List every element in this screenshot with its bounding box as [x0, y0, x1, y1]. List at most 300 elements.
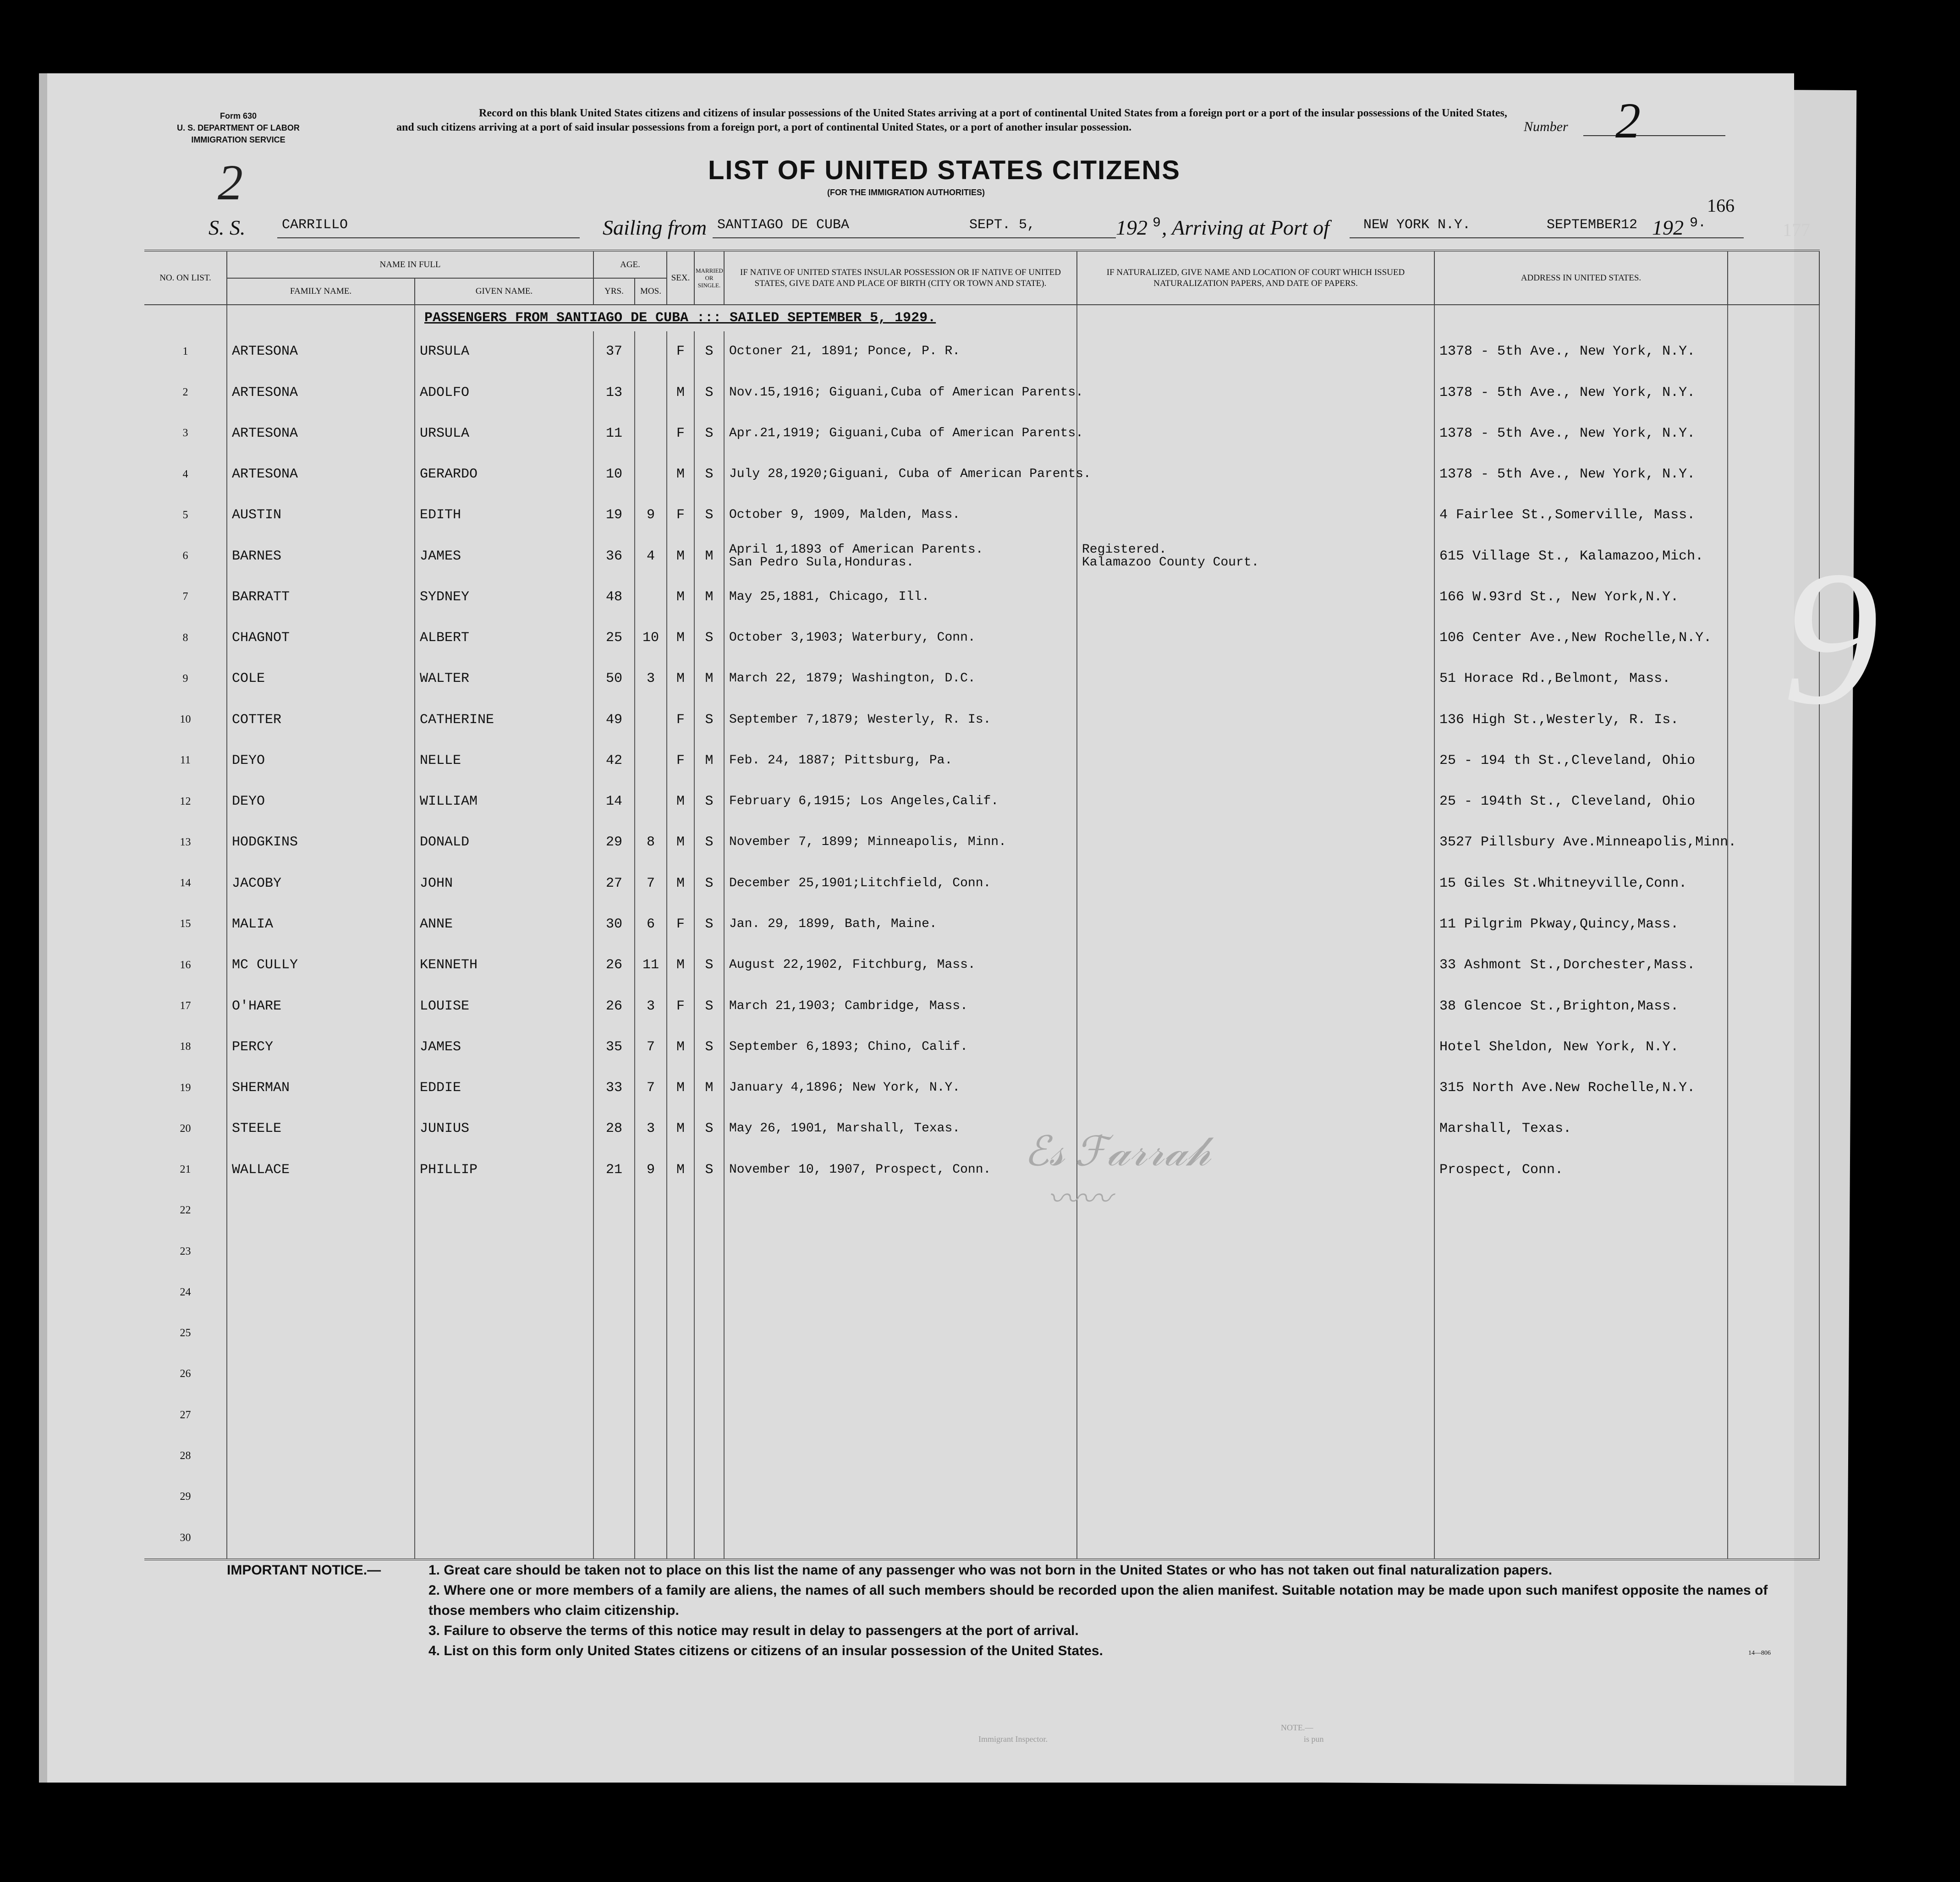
age-years-cell: 28 [593, 1108, 635, 1149]
blank-cell [1728, 781, 1819, 822]
table-row [144, 1108, 1819, 1149]
given-name-cell: WILLIAM [415, 781, 593, 822]
departure-underline [713, 237, 1116, 238]
given-name-cell: URSULA [415, 331, 593, 372]
form-code: 14—806 [1748, 1650, 1771, 1657]
arrival-year-prefix: 192 [1652, 216, 1684, 239]
naturalization-cell [1077, 454, 1434, 494]
table-row [144, 1190, 1819, 1231]
naturalization-cell [1077, 1190, 1434, 1231]
sex-cell [667, 1313, 694, 1354]
naturalization-line: Kalamazoo County Court. [1082, 555, 1259, 570]
ss-label: S. S. [209, 216, 246, 239]
family-name-cell: SHERMAN [227, 1067, 415, 1108]
section-cell-no [144, 305, 227, 331]
address-cell [1434, 1476, 1728, 1517]
blank-cell [1728, 1436, 1819, 1476]
table-row [144, 372, 1819, 413]
table-row [144, 1272, 1819, 1313]
row-number: 26 [144, 1354, 227, 1394]
row-number: 23 [144, 1231, 227, 1272]
notice-item: 4. List on this form only United States citizens or citizens of an insular possession of the United States. [428, 1643, 1103, 1658]
age-years-cell: 11 [593, 413, 635, 454]
address-cell: 15 Giles St.Whitneyville,Conn. [1434, 863, 1728, 904]
birth-info-cell: May 25,1881, Chicago, Ill. [724, 576, 1077, 617]
row-number: 10 [144, 699, 227, 740]
age-years-cell [593, 1476, 635, 1517]
naturalization-cell [1077, 740, 1434, 781]
table-row [144, 658, 1819, 699]
birth-info-cell [724, 1272, 1077, 1313]
blank-cell [1728, 1108, 1819, 1149]
blank-cell [1728, 1026, 1819, 1067]
naturalization-cell [1077, 1231, 1434, 1272]
family-name-cell: STEELE [227, 1108, 415, 1149]
age-months-cell: 7 [635, 863, 667, 904]
sex-cell: M [667, 863, 694, 904]
naturalization-cell [1077, 576, 1434, 617]
address-cell [1434, 1436, 1728, 1476]
number-label: Number [1524, 119, 1568, 134]
col-married-header: MARRIED OR SINGLE. [694, 251, 724, 305]
family-name-cell [227, 1436, 415, 1476]
family-name-cell: ARTESONA [227, 331, 415, 372]
arrival-date: SEPTEMBER12 [1547, 217, 1638, 233]
row-number: 13 [144, 822, 227, 863]
given-name-cell: ADOLFO [415, 372, 593, 413]
age-years-cell [593, 1354, 635, 1394]
age-months-cell [635, 1231, 667, 1272]
blank-cell [1728, 863, 1819, 904]
family-name-cell: O'HARE [227, 986, 415, 1026]
age-years-cell [593, 1313, 635, 1354]
blank-cell [1728, 1517, 1819, 1559]
table-row [144, 1354, 1819, 1394]
age-months-cell [635, 1436, 667, 1476]
naturalization-cell [1077, 413, 1434, 454]
address-cell: 51 Horace Rd.,Belmont, Mass. [1434, 658, 1728, 699]
naturalization-line: Registered. [1082, 542, 1167, 557]
given-name-cell: JUNIUS [415, 1108, 593, 1149]
section-row [144, 305, 1819, 331]
arrival-port: NEW YORK N.Y. [1363, 217, 1471, 233]
blank-cell [1728, 1354, 1819, 1394]
handwritten-date-scribble: 〰〰 [1047, 1182, 1111, 1217]
given-name-cell [415, 1272, 593, 1313]
given-name-cell: WALTER [415, 658, 593, 699]
page-subtitle: (FOR THE IMMIGRATION AUTHORITIES) [827, 188, 985, 197]
age-months-cell: 3 [635, 1108, 667, 1149]
marital-status-cell: S [694, 904, 724, 944]
section-cell-nat [1077, 305, 1434, 331]
family-name-cell: DEYO [227, 740, 415, 781]
age-months-cell: 3 [635, 986, 667, 1026]
table-row [144, 1067, 1819, 1108]
col-yrs-header: YRS. [593, 278, 635, 305]
naturalization-cell [1077, 945, 1434, 986]
age-months-cell: 7 [635, 1067, 667, 1108]
naturalization-cell [1077, 986, 1434, 1026]
sex-cell: M [667, 945, 694, 986]
blank-cell [1728, 1313, 1819, 1354]
birth-info-cell [724, 1476, 1077, 1517]
family-name-cell: DEYO [227, 781, 415, 822]
ship-name: CARRILLO [282, 217, 348, 233]
sex-cell: M [667, 781, 694, 822]
marital-status-cell [694, 1436, 724, 1476]
sex-cell [667, 1436, 694, 1476]
address-cell: 1378 - 5th Ave., New York, N.Y. [1434, 331, 1728, 372]
age-months-cell [635, 1272, 667, 1313]
row-number: 22 [144, 1190, 227, 1231]
birth-line: April 1,1893 of American Parents. [729, 542, 983, 557]
family-name-cell [227, 1476, 415, 1517]
marital-status-cell: S [694, 372, 724, 413]
table-row [144, 904, 1819, 944]
given-name-cell: KENNETH [415, 945, 593, 986]
service-name: IMMIGRATION SERVICE [191, 135, 285, 144]
naturalization-cell [1077, 372, 1434, 413]
family-name-cell: COTTER [227, 699, 415, 740]
address-cell: 38 Glencoe St.,Brighton,Mass. [1434, 986, 1728, 1026]
family-name-cell [227, 1354, 415, 1394]
sex-cell: F [667, 986, 694, 1026]
passenger-table [144, 250, 1820, 1560]
table-row [144, 536, 1819, 576]
col-name-header: NAME IN FULL [227, 251, 593, 278]
age-years-cell: 29 [593, 822, 635, 863]
age-years-cell: 21 [593, 1149, 635, 1190]
row-number: 1 [144, 331, 227, 372]
age-months-cell [635, 454, 667, 494]
year-prefix: 192 [1116, 216, 1147, 239]
age-years-cell: 49 [593, 699, 635, 740]
naturalization-cell [1077, 1436, 1434, 1476]
table-row [144, 617, 1819, 658]
blank-cell [1728, 1476, 1819, 1517]
naturalization-cell [1077, 617, 1434, 658]
table-row [144, 1436, 1819, 1476]
naturalization-cell [1077, 331, 1434, 372]
arriving-label: , Arriving at Port of [1162, 216, 1329, 239]
table-row [144, 454, 1819, 494]
manifest-page [39, 73, 1794, 1783]
birth-info-cell [724, 1190, 1077, 1231]
marital-status-cell: M [694, 576, 724, 617]
blank-cell [1728, 1272, 1819, 1313]
table-row [144, 1149, 1819, 1190]
handwritten-side-figure: 9 [1783, 531, 1879, 744]
sex-cell: M [667, 1067, 694, 1108]
row-number: 5 [144, 495, 227, 536]
family-name-cell: ARTESONA [227, 454, 415, 494]
birth-info-cell: May 26, 1901, Marshall, Texas. [724, 1108, 1077, 1149]
address-cell: 11 Pilgrim Pkway,Quincy,Mass. [1434, 904, 1728, 944]
marital-status-cell: M [694, 740, 724, 781]
address-cell [1434, 1313, 1728, 1354]
age-months-cell [635, 1517, 667, 1559]
sex-cell: F [667, 413, 694, 454]
family-name-cell: ARTESONA [227, 413, 415, 454]
row-number: 27 [144, 1395, 227, 1436]
address-cell [1434, 1190, 1728, 1231]
age-years-cell: 37 [593, 331, 635, 372]
given-name-cell: JAMES [415, 1026, 593, 1067]
row-number: 16 [144, 945, 227, 986]
footer-note-fragment: is pun [1304, 1734, 1324, 1744]
stamped-page-number: 166 [1707, 195, 1735, 216]
marital-status-cell: M [694, 536, 724, 576]
family-name-cell [227, 1395, 415, 1436]
given-name-cell: ALBERT [415, 617, 593, 658]
col-blank-header [1728, 251, 1819, 305]
sex-cell: M [667, 1149, 694, 1190]
section-cell-address [1434, 305, 1728, 331]
birth-info-cell: November 7, 1899; Minneapolis, Minn. [724, 822, 1077, 863]
family-name-cell: AUSTIN [227, 495, 415, 536]
row-number: 7 [144, 576, 227, 617]
sex-cell [667, 1231, 694, 1272]
blank-cell [1728, 986, 1819, 1026]
col-mos-header: MOS. [635, 278, 667, 305]
age-months-cell: 8 [635, 822, 667, 863]
birth-info-cell [724, 1436, 1077, 1476]
age-years-cell [593, 1272, 635, 1313]
address-cell: 106 Center Ave.,New Rochelle,N.Y. [1434, 617, 1728, 658]
given-name-cell: NELLE [415, 740, 593, 781]
sex-cell: M [667, 822, 694, 863]
notice-list [428, 1560, 1785, 1661]
blank-cell [1728, 454, 1819, 494]
given-name-cell: CATHERINE [415, 699, 593, 740]
sex-cell [667, 1517, 694, 1559]
given-name-cell [415, 1231, 593, 1272]
address-cell: 33 Ashmont St.,Dorchester,Mass. [1434, 945, 1728, 986]
section-cell-blank [1728, 305, 1819, 331]
sex-cell [667, 1476, 694, 1517]
birth-info-cell: March 22, 1879; Washington, D.C. [724, 658, 1077, 699]
naturalization-cell [1077, 863, 1434, 904]
voyage-line [209, 211, 1744, 243]
age-months-cell: 6 [635, 904, 667, 944]
blank-cell [1728, 331, 1819, 372]
blank-cell [1728, 1149, 1819, 1190]
arrival-underline [1350, 237, 1744, 238]
address-cell: 315 North Ave.New Rochelle,N.Y. [1434, 1067, 1728, 1108]
marital-status-cell: S [694, 413, 724, 454]
address-cell [1434, 1231, 1728, 1272]
given-name-cell [415, 1190, 593, 1231]
marital-status-cell: S [694, 781, 724, 822]
table-row [144, 1026, 1819, 1067]
given-name-cell [415, 1313, 593, 1354]
row-number: 3 [144, 413, 227, 454]
birth-info-cell: October 9, 1909, Malden, Mass. [724, 495, 1077, 536]
naturalization-cell [1077, 536, 1434, 576]
marital-status-cell: M [694, 1067, 724, 1108]
naturalization-cell [1077, 658, 1434, 699]
col-birth-header: IF NATIVE OF UNITED STATES INSULAR POSSESSION OR IF NATIVE OF UNITED STATES, GIVE DATE AND PLACE OF BIRTH (CITY OR TOWN AND STATE). [724, 251, 1077, 305]
handwritten-list-number: 2 [1615, 93, 1641, 148]
notice-item: 3. Failure to observe the terms of this notice may result in delay to passengers at the port of arrival. [428, 1623, 1079, 1638]
given-name-cell [415, 1517, 593, 1559]
birth-info-cell [724, 1313, 1077, 1354]
notice-heading: IMPORTANT NOTICE.— [227, 1563, 381, 1578]
notice-item: 2. Where one or more members of a family are aliens, the names of all such members should be recorded upon the alien manifest. Suitable notation may be made upon such manifest opposite the names of those members who claim citizenship. [428, 1583, 1768, 1618]
family-name-cell: MC CULLY [227, 945, 415, 986]
row-number: 28 [144, 1436, 227, 1476]
age-years-cell [593, 1436, 635, 1476]
age-years-cell: 42 [593, 740, 635, 781]
given-name-cell [415, 1476, 593, 1517]
sex-cell: M [667, 1026, 694, 1067]
blank-cell [1728, 945, 1819, 986]
sex-cell [667, 1395, 694, 1436]
marital-status-cell: S [694, 495, 724, 536]
given-name-cell: GERARDO [415, 454, 593, 494]
birth-info-cell: September 6,1893; Chino, Calif. [724, 1026, 1077, 1067]
family-name-cell [227, 1272, 415, 1313]
given-name-cell: PHILLIP [415, 1149, 593, 1190]
notice-item: 1. Great care should be taken not to place on this list the name of any passenger who was not born in the United States or who has not taken out final naturalization papers. [428, 1563, 1553, 1578]
naturalization-cell [1077, 1272, 1434, 1313]
col-given-header: GIVEN NAME. [415, 278, 593, 305]
address-cell [1434, 1272, 1728, 1313]
age-months-cell: 7 [635, 1026, 667, 1067]
family-name-cell: BARNES [227, 536, 415, 576]
age-months-cell [635, 1313, 667, 1354]
family-name-cell [227, 1313, 415, 1354]
given-name-cell: EDITH [415, 495, 593, 536]
birth-info-cell: August 22,1902, Fitchburg, Mass. [724, 945, 1077, 986]
marital-status-cell [694, 1517, 724, 1559]
naturalization-cell [1077, 1476, 1434, 1517]
sex-cell: M [667, 372, 694, 413]
sex-cell: M [667, 576, 694, 617]
age-months-cell [635, 413, 667, 454]
marital-status-cell: S [694, 617, 724, 658]
naturalization-cell [1077, 1313, 1434, 1354]
inspector-signature-scribble: ℰ𝓈 ℱ𝒶𝓇𝓇𝒶𝒽 [1024, 1129, 1211, 1174]
table-row [144, 740, 1819, 781]
naturalization-cell [1077, 1517, 1434, 1559]
age-years-cell: 36 [593, 536, 635, 576]
naturalization-cell [1077, 904, 1434, 944]
age-years-cell: 26 [593, 945, 635, 986]
age-months-cell: 4 [635, 536, 667, 576]
address-cell: 1378 - 5th Ave., New York, N.Y. [1434, 372, 1728, 413]
number-underline [1583, 135, 1725, 136]
row-number: 25 [144, 1313, 227, 1354]
sex-cell: F [667, 740, 694, 781]
age-months-cell [635, 1354, 667, 1394]
age-months-cell [635, 1190, 667, 1231]
age-years-cell: 35 [593, 1026, 635, 1067]
age-years-cell: 13 [593, 372, 635, 413]
departure-date: SEPT. 5, [969, 217, 1036, 233]
marital-status-cell [694, 1395, 724, 1436]
age-months-cell [635, 1476, 667, 1517]
age-years-cell: 33 [593, 1067, 635, 1108]
age-months-cell: 9 [635, 1149, 667, 1190]
address-cell: 1378 - 5th Ave., New York, N.Y. [1434, 413, 1728, 454]
sex-cell: M [667, 617, 694, 658]
handwritten-corner-mark: 2 [218, 154, 243, 210]
row-number: 2 [144, 372, 227, 413]
marital-status-cell [694, 1231, 724, 1272]
given-name-cell: EDDIE [415, 1067, 593, 1108]
blank-cell [1728, 413, 1819, 454]
sex-cell: F [667, 331, 694, 372]
page-title: LIST OF UNITED STATES CITIZENS [708, 155, 1180, 185]
age-years-cell: 27 [593, 863, 635, 904]
age-years-cell [593, 1190, 635, 1231]
address-cell: 136 High St.,Westerly, R. Is. [1434, 699, 1728, 740]
family-name-cell: BARRATT [227, 576, 415, 617]
given-name-cell: LOUISE [415, 986, 593, 1026]
table-row [144, 576, 1819, 617]
sex-cell [667, 1272, 694, 1313]
section-label: PASSENGERS FROM SANTIAGO DE CUBA ::: SAILED SEPTEMBER 5, 1929. [415, 305, 1077, 331]
row-number: 30 [144, 1517, 227, 1559]
naturalization-cell [1077, 1395, 1434, 1436]
birth-line: San Pedro Sula,Honduras. [729, 555, 914, 570]
naturalization-cell [1077, 822, 1434, 863]
sex-cell: M [667, 1108, 694, 1149]
sex-cell: F [667, 495, 694, 536]
form-identifier [163, 110, 314, 146]
family-name-cell: CHAGNOT [227, 617, 415, 658]
age-months-cell: 9 [635, 495, 667, 536]
table-row [144, 699, 1819, 740]
birth-info-cell: Jan. 29, 1899, Bath, Maine. [724, 904, 1077, 944]
age-years-cell [593, 1395, 635, 1436]
marital-status-cell [694, 1190, 724, 1231]
row-number: 15 [144, 904, 227, 944]
birth-info-cell [724, 1517, 1077, 1559]
marital-status-cell: S [694, 945, 724, 986]
family-name-cell: MALIA [227, 904, 415, 944]
age-months-cell: 10 [635, 617, 667, 658]
table-row [144, 495, 1819, 536]
passenger-table-region [144, 250, 1819, 1560]
year-digit: 9 [1153, 215, 1161, 231]
table-row [144, 1395, 1819, 1436]
marital-status-cell [694, 1313, 724, 1354]
age-months-cell [635, 740, 667, 781]
sex-cell: M [667, 536, 694, 576]
age-months-cell [635, 576, 667, 617]
birth-info-cell [724, 536, 1077, 576]
sex-cell: M [667, 454, 694, 494]
given-name-cell: SYDNEY [415, 576, 593, 617]
address-cell: Prospect, Conn. [1434, 1149, 1728, 1190]
address-cell: Marshall, Texas. [1434, 1108, 1728, 1149]
row-number: 6 [144, 536, 227, 576]
address-cell: 4 Fairlee St.,Somerville, Mass. [1434, 495, 1728, 536]
table-row [144, 413, 1819, 454]
address-cell: 3527 Pillsbury Ave.Minneapolis,Minn. [1434, 822, 1728, 863]
col-family-header: FAMILY NAME. [227, 278, 415, 305]
birth-info-cell: December 25,1901;Litchfield, Conn. [724, 863, 1077, 904]
age-years-cell: 50 [593, 658, 635, 699]
address-cell: 166 W.93rd St., New York,N.Y. [1434, 576, 1728, 617]
birth-info-cell: July 28,1920;Giguani, Cuba of American Parents. [724, 454, 1077, 494]
arrival-year-digit: 9. [1690, 215, 1707, 231]
given-name-cell: DONALD [415, 822, 593, 863]
family-name-cell: ARTESONA [227, 372, 415, 413]
row-number: 20 [144, 1108, 227, 1149]
